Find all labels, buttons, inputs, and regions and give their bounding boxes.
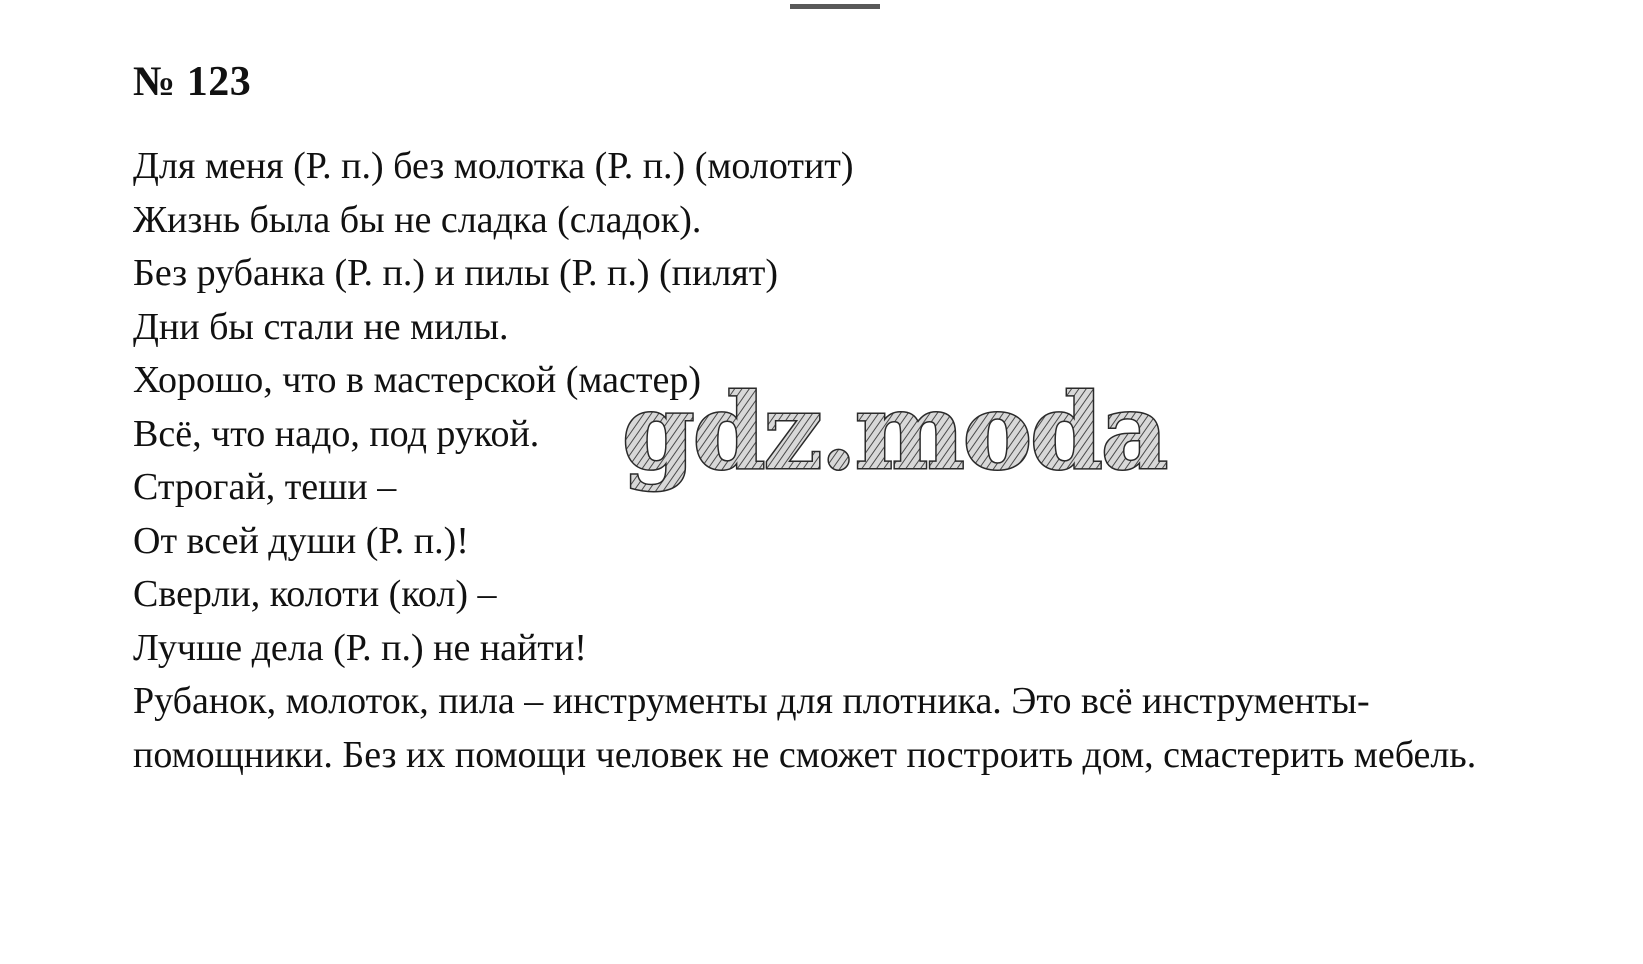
explanation-paragraph: Рубанок, молоток, пила – инструменты для плотника. Это всё инструменты-помощники. Без их помощи человек не сможет построить дом, смастерить мебель. — [133, 680, 1477, 776]
poem-line: Для меня (Р. п.) без молотка (Р. п.) (молотит) — [133, 145, 854, 187]
poem-line: От всей души (Р. п.)! — [133, 519, 469, 562]
poem-line: Лучше дела (Р. п.) не найти! — [133, 626, 587, 669]
watermark-text: gdz.moda — [622, 370, 1167, 493]
poem-line: Без рубанка (Р. п.) и пилы (Р. п.) (пилят) — [133, 252, 779, 294]
poem-line: Строгай, теши – — [133, 466, 397, 508]
poem-line: Хорошо, что в мастерской (мастер) — [133, 359, 701, 401]
answer-text — [133, 140, 1553, 782]
poem-line: Сверли, колоти (кол) – — [133, 573, 497, 615]
poem-line: Дни бы стали не милы. — [133, 305, 509, 348]
poem-line: Жизнь была бы не сладка (сладок). — [133, 198, 702, 241]
poem-line: Всё, что надо, под рукой. — [133, 412, 540, 455]
page-edge-artifact — [790, 0, 880, 9]
task-number: № 123 — [133, 59, 252, 105]
